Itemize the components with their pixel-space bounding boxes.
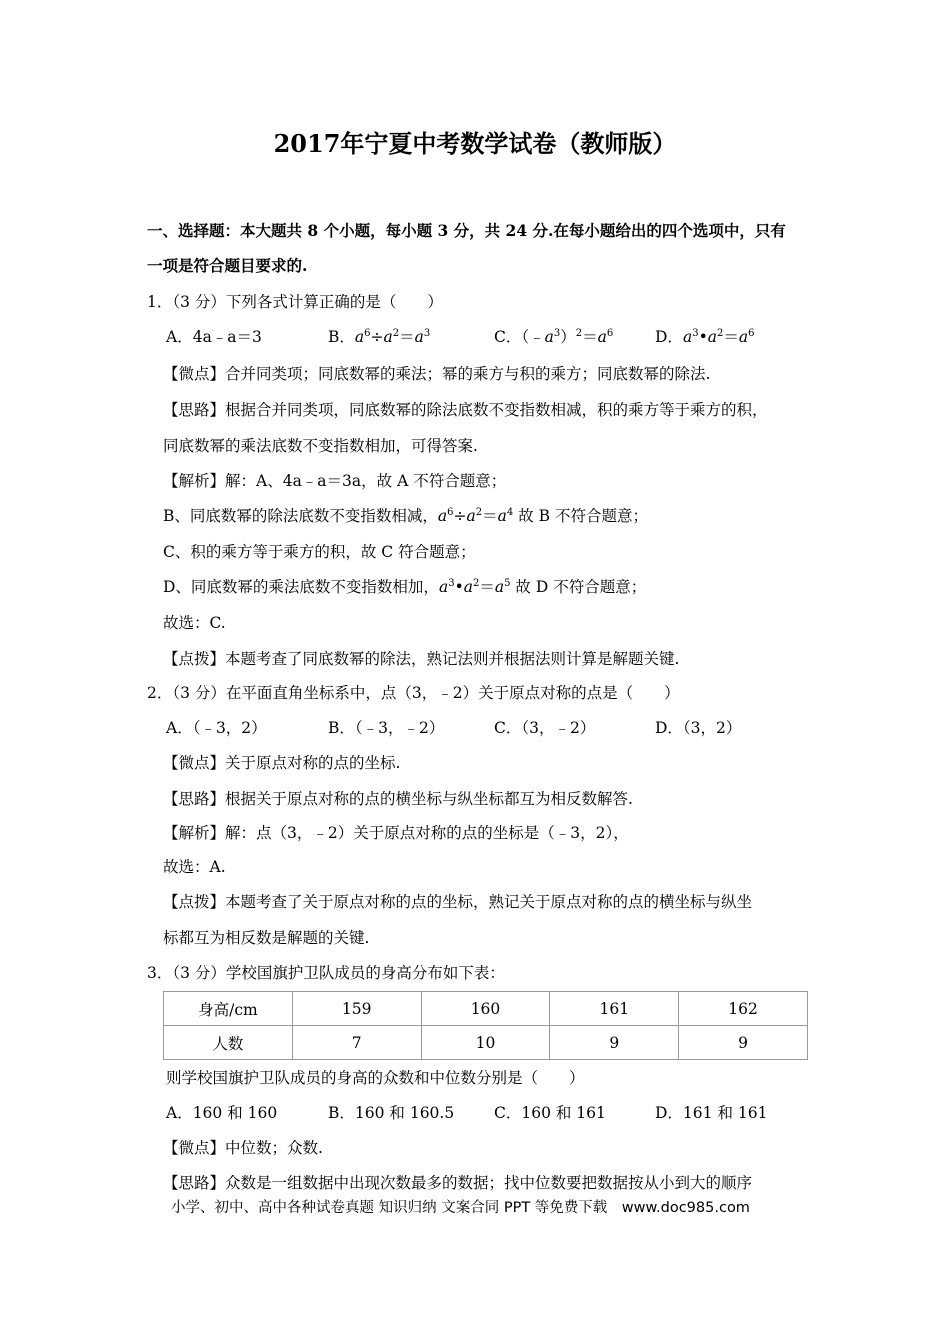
q2-jiexi: 【解析】解：点（3，﹣2）关于原点对称的点的坐标是（﹣3，2），: [163, 824, 629, 842]
q2-weidian: 【微点】关于原点对称的点的坐标.: [163, 754, 401, 772]
section-heading-line1: 一、选择题：本大题共 8 个小题，每小题 3 分，共 24 分.在每小题给出的四个选项中，只有: [147, 221, 786, 240]
q3-option-c: C．160 和 161: [494, 1104, 606, 1122]
table-cell: 160: [421, 992, 550, 1026]
q2-dianbo-line2: 标都互为相反数是解题的关键.: [163, 929, 370, 947]
table-cell: 159: [292, 992, 421, 1026]
q2-option-a: A．（﹣3，2）: [166, 719, 267, 737]
q1-silu-line1: 【思路】根据合并同类项，同底数幂的除法底数不变指数相减，积的乘方等于乘方的积，: [163, 401, 768, 419]
q3-option-a: A．160 和 160: [166, 1104, 278, 1122]
q1-option-d: D．$a^3•a^2=a^6$: [655, 327, 755, 346]
q2-option-c: C．（3，﹣2）: [494, 719, 596, 737]
table-cell: 9: [679, 1026, 808, 1060]
q1-weidian: 【微点】合并同类项；同底数幂的乘法；幂的乘方与积的乘方；同底数幂的除法.: [163, 365, 711, 383]
q1-silu-line2: 同底数幂的乘法底数不变指数相加，可得答案.: [163, 437, 478, 455]
q3-stem: 3．（3 分）学校国旗护卫队成员的身高分布如下表：: [147, 964, 505, 982]
table-row: [164, 992, 808, 1026]
q3-silu: 【思路】众数是一组数据中出现次数最多的数据；找中位数要把数据按从小到大的顺序: [163, 1174, 753, 1192]
q1-option-a: A．4a﹣a＝3: [166, 328, 262, 346]
table-cell: 9: [550, 1026, 679, 1060]
q3-option-b: B．160 和 160.5: [328, 1104, 455, 1122]
table-cell: 162: [679, 992, 808, 1026]
q3-question: 则学校国旗护卫队成员的身高的众数和中位数分别是（ ）: [166, 1069, 585, 1087]
q2-option-d: D．（3，2）: [655, 719, 742, 737]
table-cell: 7: [292, 1026, 421, 1060]
q3-option-d: D．161 和 161: [655, 1104, 768, 1122]
q1-jiexi-d: D、同底数幂的乘法底数不变指数相加，$a^3•a^2=a^5$ 故 D 不符合题意；: [163, 577, 647, 596]
table-cell: 人数: [164, 1026, 293, 1060]
q1-jiexi-b: B、同底数幂的除法底数不变指数相减，$a^6\div a^2=a^4$ 故 B 不符合题意；: [163, 506, 648, 525]
q1-stem: 1．（3 分）下列各式计算正确的是（ ）: [147, 293, 443, 311]
table-cell: 161: [550, 992, 679, 1026]
q2-answer: 故选：A.: [163, 858, 226, 876]
page-title: 2017年宁夏中考数学试卷（教师版）: [273, 129, 677, 158]
q2-silu: 【思路】根据关于原点对称的点的横坐标与纵坐标都互为相反数解答.: [163, 790, 633, 808]
table-cell: 10: [421, 1026, 550, 1060]
section-heading-line2: 一项是符合题目要求的.: [147, 256, 308, 275]
q1-dianbo: 【点拨】本题考查了同底数幂的除法，熟记法则并根据法则计算是解题关键.: [163, 650, 680, 668]
table-row: [164, 1026, 808, 1060]
height-distribution-table: [163, 991, 808, 1060]
q1-option-c: C．$(﹣a^3)^2=a^6$: [494, 327, 614, 346]
table-cell: 身高/cm: [164, 992, 293, 1026]
footer-banner: 小学、初中、高中各种试卷真题 知识归纳 文案合同 PPT 等免费下载 www.doc985.com: [171, 1200, 750, 1216]
q1-jiexi: 【解析】解：A、4a﹣a＝3a，故 A 不符合题意；: [163, 472, 507, 490]
q1-jiexi-c: C、积的乘方等于乘方的积，故 C 符合题意；: [163, 543, 476, 561]
q1-option-b: B．$a^6\div a^2=a^3$: [328, 327, 431, 346]
q2-dianbo-line1: 【点拨】本题考查了关于原点对称的点的坐标，熟记关于原点对称的点的横坐标与纵坐: [163, 893, 753, 911]
q1-answer: 故选：C.: [163, 614, 226, 632]
q3-weidian: 【微点】中位数；众数.: [163, 1139, 323, 1157]
q2-option-b: B．（﹣3，﹣2）: [328, 719, 445, 737]
q2-stem: 2．（3 分）在平面直角坐标系中，点（3，﹣2）关于原点对称的点是（ ）: [147, 684, 680, 702]
